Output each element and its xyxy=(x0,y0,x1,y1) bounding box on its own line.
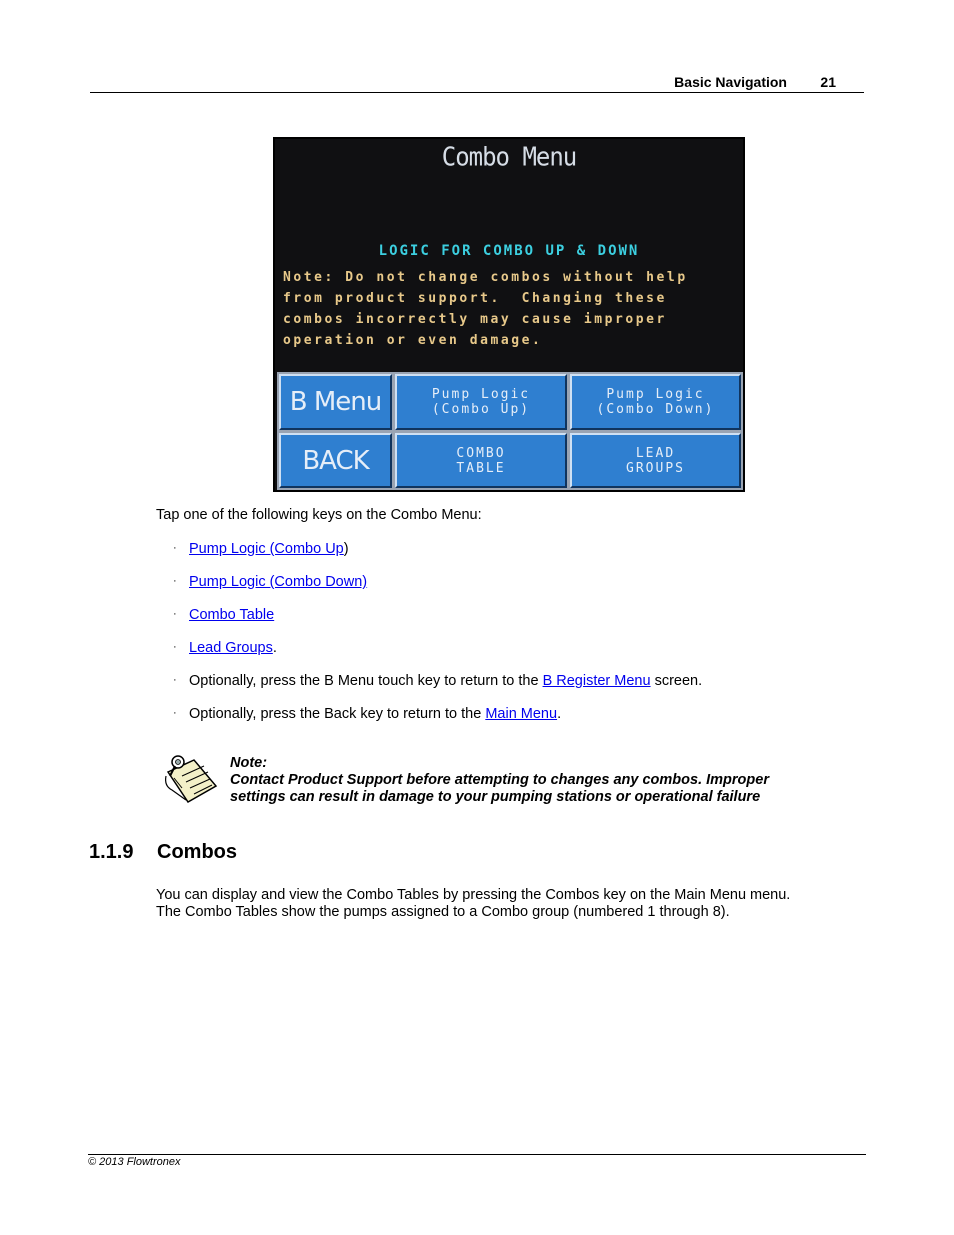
bullet-marker: · xyxy=(173,707,177,719)
back-key[interactable]: BACK xyxy=(279,433,392,488)
touch-key-panel xyxy=(277,372,743,490)
bullet-suffix: . xyxy=(557,706,562,722)
pump-logic-combo-down-link[interactable]: Pump Logic (Combo Down) xyxy=(189,574,368,590)
note-pad-icon xyxy=(160,752,220,804)
note-callout xyxy=(230,755,830,806)
bullet-marker: · xyxy=(173,542,177,554)
bullet-suffix: screen. xyxy=(650,673,703,689)
bullet-prefix: Optionally, press the B Menu touch key to return to the xyxy=(189,673,543,689)
lead-groups-link[interactable]: Lead Groups xyxy=(189,640,273,656)
main-menu-link[interactable]: Main Menu xyxy=(485,706,558,722)
screen-warning-note: Note: Do not change combos without help from product support. Changing these combos incorrectly may cause improper operation or even damage. xyxy=(283,270,688,348)
note-text-line-2: settings can result in damage to your pumping stations or operational failure xyxy=(230,789,761,805)
b-menu-key[interactable]: B Menu xyxy=(279,374,392,430)
header-section-title: Basic Navigation xyxy=(674,74,787,90)
list-item xyxy=(173,573,367,591)
intro-paragraph: Tap one of the following keys on the Combo Menu: xyxy=(156,507,482,523)
note-title: Note: xyxy=(230,755,268,771)
pump-logic-combo-up-key[interactable]: Pump Logic (Combo Up) xyxy=(395,374,567,430)
combo-menu-screenshot xyxy=(273,137,745,492)
note-text-line-1: Contact Product Support before attempting to changes any combos. Improper xyxy=(230,772,769,788)
list-item xyxy=(173,540,349,558)
bullet-marker: · xyxy=(173,575,177,587)
b-register-menu-link[interactable]: B Register Menu xyxy=(542,673,651,689)
section-title: Combos xyxy=(157,841,237,863)
list-item xyxy=(173,705,561,723)
bullet-marker: · xyxy=(173,674,177,686)
bullet-prefix: Optionally, press the Back key to return to the xyxy=(189,706,486,722)
footer-copyright: © 2013 Flowtronex xyxy=(88,1156,181,1168)
pump-logic-combo-down-key[interactable]: Pump Logic (Combo Down) xyxy=(570,374,741,430)
section-body-line-2: The Combo Tables show the pumps assigned to a Combo group (numbered 1 through 8). xyxy=(156,904,730,920)
combo-table-link[interactable]: Combo Table xyxy=(189,607,275,623)
list-item xyxy=(173,639,277,657)
combo-table-key[interactable]: COMBO TABLE xyxy=(395,433,567,488)
section-heading xyxy=(89,841,237,864)
screen-subtitle: LOGIC FOR COMBO UP & DOWN xyxy=(378,243,640,259)
bullet-marker: · xyxy=(173,608,177,620)
screen-title: Combo Menu xyxy=(441,141,577,173)
page-header xyxy=(90,72,864,93)
section-body-line-1: You can display and view the Combo Tables by pressing the Combos key on the Main Menu menu. xyxy=(156,887,791,903)
header-page-number: 21 xyxy=(820,74,836,90)
bullet-suffix: ) xyxy=(343,541,349,557)
bullet-suffix: . xyxy=(272,640,277,656)
list-item xyxy=(173,672,702,690)
bullet-marker: · xyxy=(173,641,177,653)
lead-groups-key[interactable]: LEAD GROUPS xyxy=(570,433,741,488)
pump-logic-combo-up-link[interactable]: Pump Logic (Combo Up xyxy=(189,541,344,557)
section-number: 1.1.9 xyxy=(89,841,134,863)
page-footer xyxy=(88,1154,866,1168)
list-item xyxy=(173,606,274,624)
